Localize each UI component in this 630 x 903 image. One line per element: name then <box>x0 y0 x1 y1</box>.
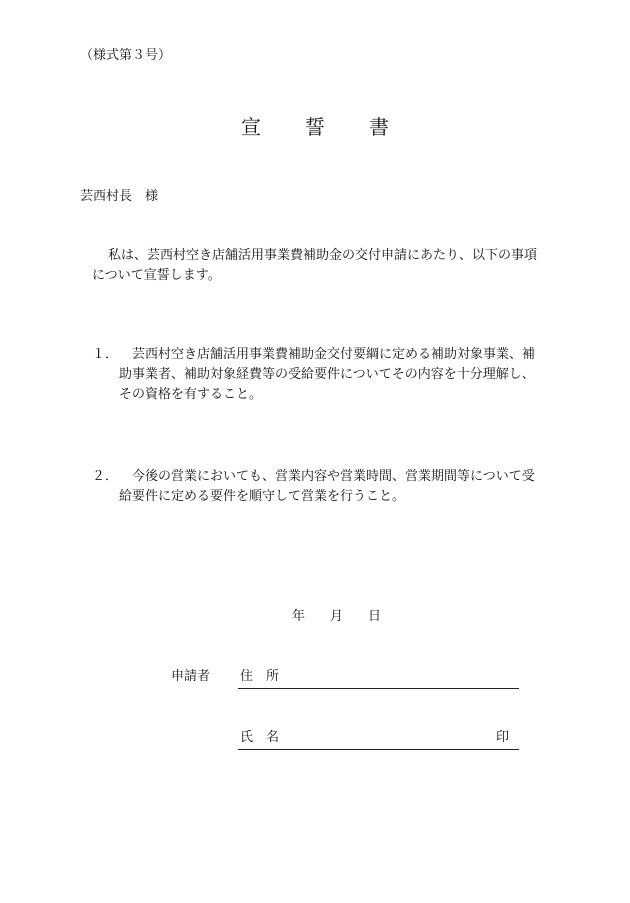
clause-line: 助事業者、補助対象経費等の受給要件についてその内容を十分理解し、 <box>119 367 535 382</box>
clause-1 <box>92 345 562 405</box>
date-year: 年 <box>292 609 306 624</box>
date-line[interactable] <box>292 607 381 627</box>
date-day: 日 <box>368 609 382 624</box>
clause-line: 芸西村空き店舗活用事業費補助金交付要綱に定める補助対象事業、補 <box>132 347 536 362</box>
applicant-label: 申請者 <box>171 669 211 684</box>
clause-line: 今後の営業においても、営業内容や営業時間、営業期間等について受 <box>132 469 535 484</box>
document-title <box>0 113 630 141</box>
intro-line: について宣誓します。 <box>92 268 221 283</box>
clause-2 <box>92 467 562 507</box>
clause-number: １． <box>92 347 119 362</box>
addressee: 芸西村長 様 <box>80 189 159 204</box>
intro-paragraph <box>92 246 562 286</box>
address-label: 住 所 <box>240 669 280 684</box>
clause-line: その資格を有すること。 <box>119 387 263 402</box>
clause-line: 給要件に定める要件を順守して営業を行うこと。 <box>119 489 406 504</box>
seal-mark: 印 <box>495 730 509 745</box>
name-label: 氏 名 <box>240 730 280 745</box>
address-field[interactable] <box>238 667 519 689</box>
date-month: 月 <box>330 609 344 624</box>
title-char: 書 <box>369 115 389 139</box>
title-char: 誓 <box>305 115 325 139</box>
name-field[interactable] <box>238 728 519 750</box>
clause-number: ２． <box>92 469 119 484</box>
title-char: 宣 <box>241 115 261 139</box>
intro-line: 私は、芸西村空き店舗活用事業費補助金の交付申請にあたり、以下の事項 <box>108 248 538 263</box>
form-number: （様式第３号） <box>80 48 172 63</box>
